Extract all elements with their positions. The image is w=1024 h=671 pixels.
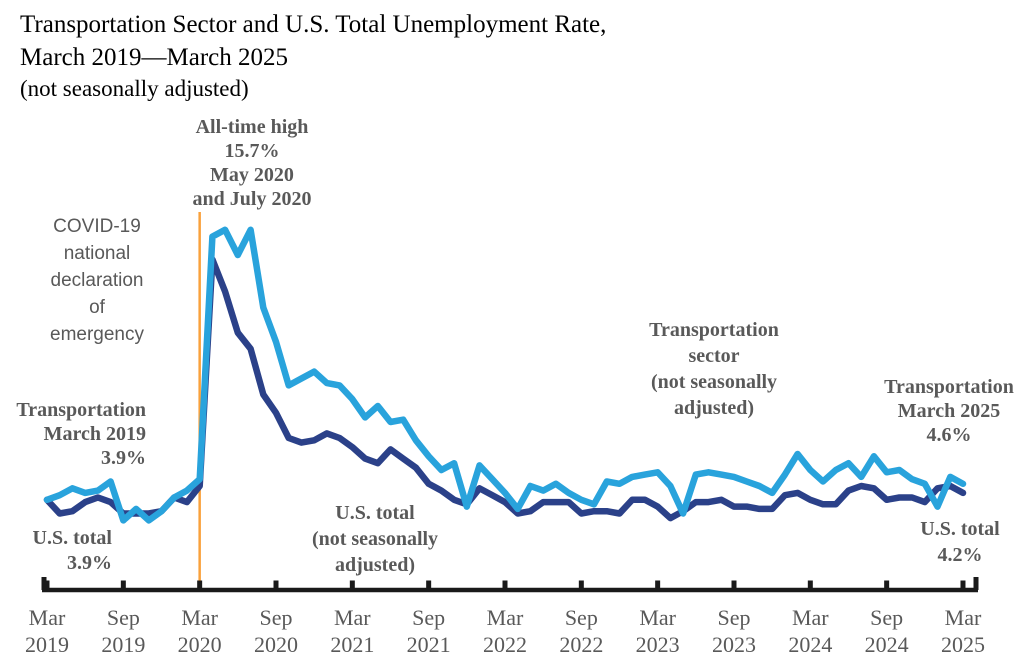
x-axis-label-year: 2021 bbox=[406, 632, 451, 657]
x-axis-label-mar-2022 bbox=[465, 604, 545, 658]
annotation-line: of bbox=[89, 297, 105, 318]
x-axis-label-sep-2023 bbox=[694, 604, 774, 658]
x-axis-label-mar-2024 bbox=[770, 604, 850, 658]
x-axis-label-month: Mar bbox=[944, 605, 982, 630]
annotation-line: emergency bbox=[50, 324, 144, 345]
legend-us-total-series bbox=[285, 500, 465, 578]
transportation-line bbox=[47, 230, 963, 521]
x-axis-label-year: 2025 bbox=[940, 632, 985, 657]
annotation-line: All-time high bbox=[195, 116, 309, 138]
annotation-line: (not seasonally bbox=[650, 371, 778, 393]
x-axis-label-year: 2020 bbox=[177, 632, 222, 657]
x-axis-label-month: Mar bbox=[486, 605, 524, 630]
annotation-line: 4.2% bbox=[937, 544, 983, 566]
x-axis-label-year: 2022 bbox=[559, 632, 604, 657]
annotation-line: U.S. total bbox=[920, 518, 1000, 540]
chart-title-line1: Transportation Sector and U.S. Total Unemployment Rate, bbox=[20, 11, 607, 38]
x-axis-label-month: Sep bbox=[106, 605, 140, 630]
legend-transportation-series bbox=[614, 317, 814, 421]
annotation-line: 15.7% bbox=[224, 140, 280, 162]
annotation-all-time-high bbox=[152, 115, 352, 211]
annotation-line: (not seasonally bbox=[311, 528, 439, 550]
x-axis-label-sep-2022 bbox=[541, 604, 621, 658]
annotation-line: declaration bbox=[50, 270, 144, 291]
annotation-us-total-march-2025 bbox=[878, 516, 1024, 568]
x-axis-label-sep-2019 bbox=[83, 604, 163, 658]
annotation-line: Transportation bbox=[649, 319, 779, 341]
annotation-line: 3.9% bbox=[67, 552, 112, 574]
annotation-line: COVID-19 bbox=[53, 216, 141, 237]
annotation-line: U.S. total bbox=[32, 527, 112, 549]
x-axis-label-year: 2024 bbox=[788, 632, 833, 657]
x-axis-label-month: Sep bbox=[717, 605, 751, 630]
x-axis-label-month: Sep bbox=[412, 605, 446, 630]
x-axis-label-month: Mar bbox=[333, 605, 371, 630]
annotation-line: adjusted) bbox=[673, 397, 754, 419]
x-axis-label-month: Sep bbox=[870, 605, 904, 630]
x-axis-label-mar-2025 bbox=[923, 604, 1003, 658]
chart-title-line2: March 2019—March 2025 bbox=[20, 44, 288, 71]
x-axis-label-sep-2021 bbox=[389, 604, 469, 658]
annotation-line: Transportation bbox=[884, 376, 1014, 398]
x-axis-label-mar-2021 bbox=[312, 604, 392, 658]
x-axis-label-month: Mar bbox=[639, 605, 676, 630]
x-axis-label-year: 2022 bbox=[482, 632, 527, 657]
annotation-line: adjusted) bbox=[334, 554, 415, 576]
x-axis-label-sep-2020 bbox=[236, 604, 316, 658]
x-axis-label-year: 2023 bbox=[711, 632, 756, 657]
x-axis-label-month: Mar bbox=[28, 605, 66, 630]
x-axis-label-mar-2023 bbox=[618, 604, 698, 658]
annotation-line: 3.9% bbox=[101, 447, 146, 469]
x-axis-label-sep-2024 bbox=[847, 604, 927, 658]
x-axis-label-month: Sep bbox=[259, 605, 293, 630]
chart-subtitle: (not seasonally adjusted) bbox=[20, 76, 249, 101]
annotation-line: U.S. total bbox=[335, 502, 415, 524]
annotation-line: national bbox=[63, 243, 131, 264]
x-axis-label-year: 2020 bbox=[253, 632, 298, 657]
x-axis-label-mar-2019 bbox=[7, 604, 87, 658]
annotation-line: sector bbox=[688, 345, 740, 367]
annotation-us-total-march-2019 bbox=[8, 526, 112, 576]
x-axis-label-mar-2020 bbox=[160, 604, 240, 658]
x-axis-label-month: Mar bbox=[181, 605, 218, 630]
x-axis-label-year: 2024 bbox=[864, 632, 909, 657]
annotation-line: May 2020 bbox=[210, 164, 294, 186]
annotation-line: Transportation bbox=[16, 399, 146, 421]
x-axis-label-year: 2019 bbox=[25, 632, 69, 657]
annotation-line: March 2025 bbox=[897, 400, 1001, 422]
annotation-transportation-march-2019 bbox=[0, 398, 146, 470]
x-axis-label-month: Sep bbox=[564, 605, 598, 630]
annotation-covid-emergency bbox=[17, 213, 177, 348]
annotation-transportation-march-2025 bbox=[858, 375, 1024, 447]
x-axis-label-year: 2019 bbox=[101, 632, 146, 657]
annotation-line: and July 2020 bbox=[192, 188, 312, 210]
annotation-line: March 2019 bbox=[43, 423, 146, 445]
x-axis-label-year: 2021 bbox=[330, 632, 375, 657]
x-axis-label-month: Mar bbox=[791, 605, 829, 630]
x-axis-label-year: 2023 bbox=[635, 632, 680, 657]
annotation-line: 4.6% bbox=[926, 424, 972, 446]
